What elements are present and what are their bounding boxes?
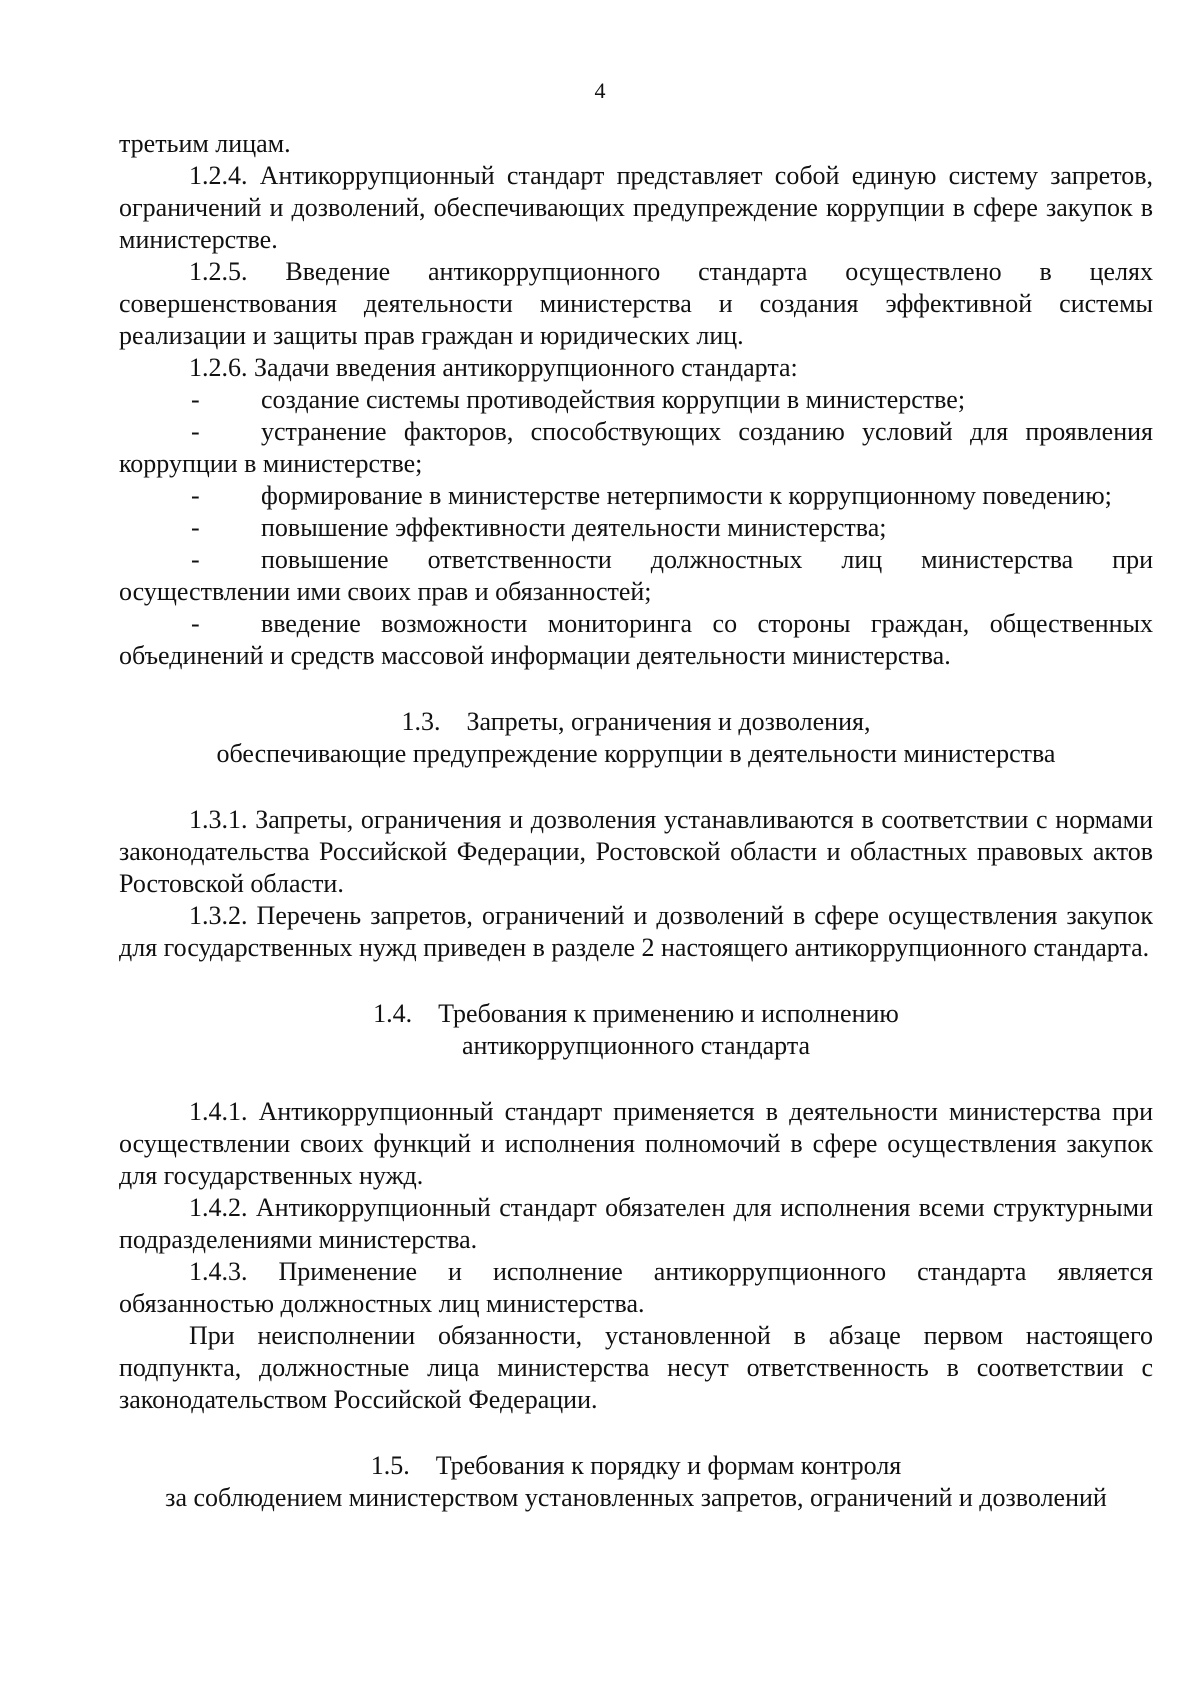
- section-title-line1: Требования к порядку и формам контроля: [435, 1451, 902, 1480]
- section-title-line1: Требования к применению и исполнению: [438, 999, 899, 1028]
- paragraph-1-4-3-note: При неисполнении обязанности, установленной в абзаце первом настоящего подпункта, должностные лица министерства несут ответственность в соответствии с законодательством Российской Федерации.: [119, 1321, 1153, 1414]
- task-item-text: формирование в министерстве нетерпимости к коррупционному поведению;: [261, 481, 1112, 510]
- paragraph-1-2-6: 1.2.6. Задачи введения антикоррупционного стандарта:: [189, 353, 798, 382]
- task-item: [119, 480, 1153, 512]
- paragraph-1-4-2: 1.4.2. Антикоррупционный стандарт обязателен для исполнения всеми структурными подразделениями министерства.: [119, 1193, 1153, 1254]
- dash-marker: -: [191, 513, 200, 542]
- task-item: [119, 384, 1153, 416]
- dash-marker: -: [191, 417, 200, 446]
- section-title-line2: антикоррупционного стандарта: [461, 1031, 811, 1060]
- task-item-text: устранение факторов, способствующих созданию условий для проявления коррупции в министерстве;: [119, 417, 1153, 478]
- task-item-text: введение возможности мониторинга со стороны граждан, общественных объединений и средств массовой информации деятельности министерства.: [119, 609, 1153, 670]
- task-item-text: создание системы противодействия коррупции в министерстве;: [261, 385, 966, 414]
- section-title-line2: обеспечивающие предупреждение коррупции в деятельности министерства: [216, 739, 1056, 768]
- document-body: [119, 128, 1153, 1514]
- paragraph-1-3-1: 1.3.1. Запреты, ограничения и дозволения устанавливаются в соответствии с нормами законодательства Российской Федерации, Ростовской области и областных правовых актов Ростовской области.: [119, 805, 1153, 898]
- task-item: [119, 544, 1153, 608]
- task-item-text: повышение ответственности должностных лиц министерства при осуществлении ими своих прав и обязанностей;: [119, 545, 1153, 606]
- dash-marker: -: [191, 545, 200, 574]
- task-item-text: повышение эффективности деятельности министерства;: [261, 513, 887, 542]
- intro-fragment: третьим лицам.: [119, 129, 291, 158]
- paragraph-1-2-4: 1.2.4. Антикоррупционный стандарт представляет собой единую систему запретов, ограничений и дозволений, обеспечивающих предупреждение коррупции в сфере закупок в министерстве.: [119, 161, 1153, 254]
- section-number: 1.3.: [401, 707, 441, 736]
- paragraph-1-4-3: 1.4.3. Применение и исполнение антикоррупционного стандарта является обязанностью должностных лиц министерства.: [119, 1257, 1153, 1318]
- dash-marker: -: [191, 385, 200, 414]
- task-item: [119, 608, 1153, 672]
- section-title-line1: Запреты, ограничения и дозволения,: [466, 707, 871, 736]
- paragraph-1-4-1: 1.4.1. Антикоррупционный стандарт применяется в деятельности министерства при осуществлении своих функций и исполнения полномочий в сфере осуществления закупок для государственных нужд.: [119, 1097, 1153, 1190]
- section-1-4-heading: [119, 998, 1153, 1030]
- dash-marker: -: [191, 609, 200, 638]
- section-number: 1.5.: [370, 1451, 410, 1480]
- section-number: 1.4.: [373, 999, 413, 1028]
- page-number: 4: [594, 78, 606, 103]
- section-1-3-heading: [119, 706, 1153, 738]
- paragraph-1-3-2: 1.3.2. Перечень запретов, ограничений и дозволений в сфере осуществления закупок для государственных нужд приведен в разделе 2 настоящего антикоррупционного стандарта.: [119, 901, 1153, 962]
- dash-marker: -: [191, 481, 200, 510]
- section-title-line2: за соблюдением министерством установленных запретов, ограничений и дозволений: [165, 1483, 1107, 1512]
- paragraph-1-2-5: 1.2.5. Введение антикоррупционного стандарта осуществлено в целях совершенствования деятельности министерства и создания эффективной системы реализации и защиты прав граждан и юридических лиц.: [119, 257, 1153, 350]
- task-item: [119, 416, 1153, 480]
- task-item: [119, 512, 1153, 544]
- section-1-5-heading: [119, 1450, 1153, 1482]
